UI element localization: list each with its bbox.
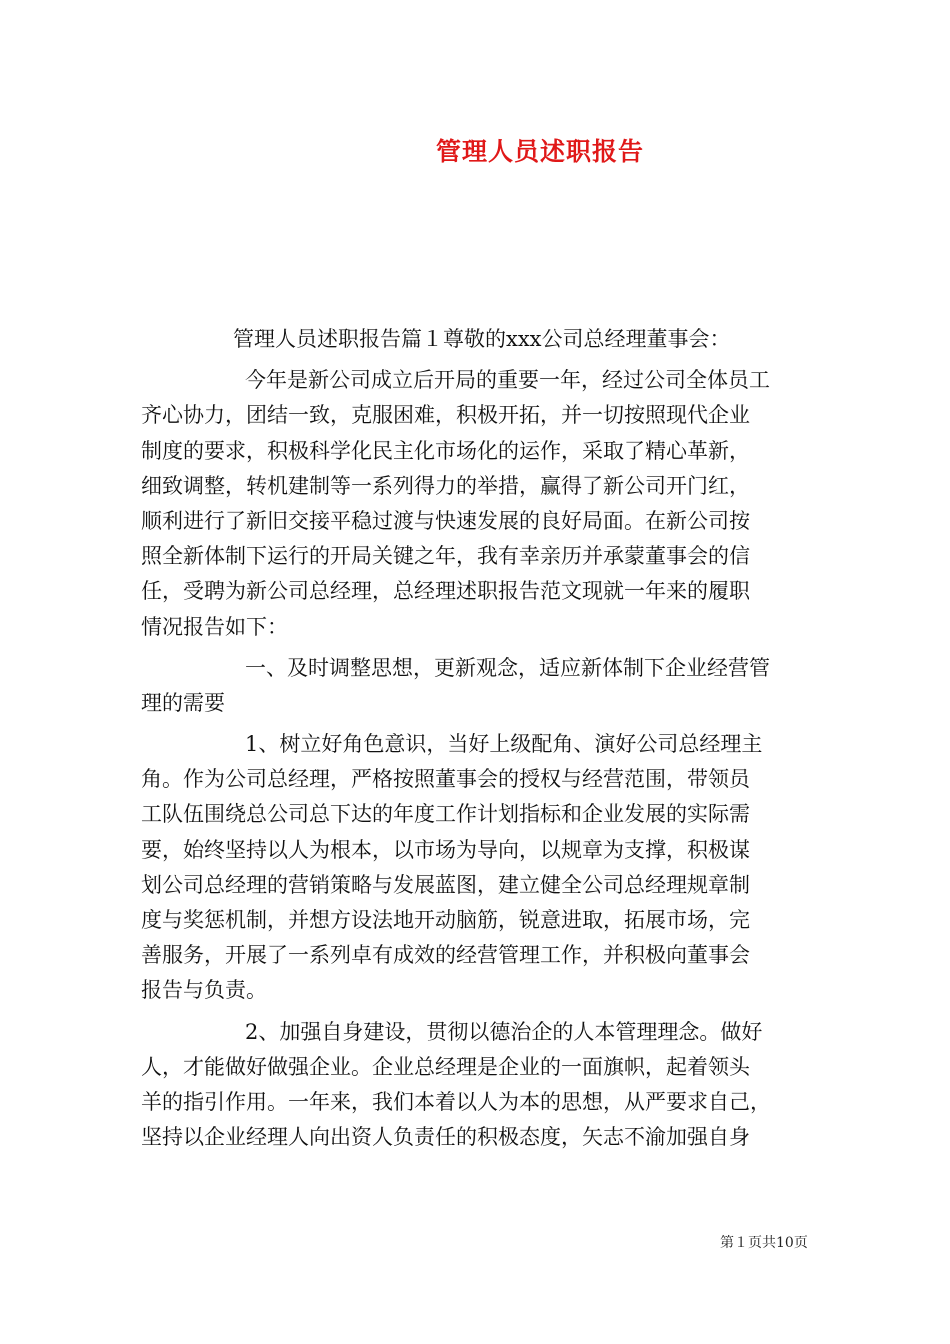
paragraph-line: 报告与负责。: [141, 978, 267, 1003]
paragraph-line: 照全新体制下运行的开局关键之年，我有幸亲历并承蒙董事会的信: [141, 544, 750, 569]
paragraph-line: 角。作为公司总经理，严格按照董事会的授权与经营范围，带领员: [141, 767, 750, 792]
paragraph-line: 羊的指引作用。一年来，我们本着以人为本的思想，从严要求自己，: [141, 1089, 771, 1114]
paragraph-line: 齐心协力，团结一致，克服困难，积极开拓，并一切按照现代企业: [141, 403, 750, 428]
paragraph-line: 人，才能做好做强企业。企业总经理是企业的一面旗帜，起着领头: [141, 1054, 750, 1079]
paragraph-line: 工队伍围绕总公司总下达的年度工作计划指标和企业发展的实际需: [141, 802, 750, 827]
paragraph-line: 善服务，开展了一系列卓有成效的经营管理工作，并积极向董事会: [141, 943, 750, 968]
section-heading-line: 一、及时调整思想，更新观念，适应新体制下企业经营管: [245, 655, 770, 680]
paragraph-line: 1、树立好角色意识，当好上级配角、演好公司总经理主: [245, 732, 763, 757]
paragraph-line: 制度的要求，积极科学化民主化市场化的运作，采取了精心革新，: [141, 438, 750, 463]
paragraph-line: 坚持以企业经理人向出资人负责任的积极态度，矢志不渝加强自身: [141, 1125, 750, 1150]
greeting-line: 管理人员述职报告篇１尊敬的xxx公司总经理董事会：: [233, 327, 731, 351]
document-body: [141, 322, 813, 1155]
paragraph-line: 要，始终坚持以人为根本，以市场为导向，以规章为支撑，积极谋: [141, 837, 750, 862]
paragraph-line: 今年是新公司成立后开局的重要一年，经过公司全体员工: [245, 368, 770, 393]
paragraph-line: 划公司总经理的营销策略与发展蓝图，建立健全公司总经理规章制: [141, 872, 750, 897]
document-title: 管理人员述职报告: [435, 137, 644, 166]
paragraph-line: 情况报告如下：: [141, 614, 288, 639]
paragraph-line: 顺利进行了新旧交接平稳过渡与快速发展的良好局面。在新公司按: [141, 508, 750, 533]
section-heading-line: 理的需要: [141, 690, 225, 715]
paragraph-line: 细致调整，转机建制等一系列得力的举措，赢得了新公司开门红，: [141, 473, 750, 498]
paragraph-line: 度与奖惩机制，并想方设法地开动脑筋，锐意进取，拓展市场，完: [141, 908, 750, 932]
paragraph-line: 任，受聘为新公司总经理，总经理述职报告范文现就一年来的履职: [141, 579, 750, 604]
page-number-footer: 第１页共10页: [720, 1235, 808, 1251]
paragraph-line: 2、加强自身建设，贯彻以德治企的人本管理理念。做好: [245, 1019, 763, 1044]
